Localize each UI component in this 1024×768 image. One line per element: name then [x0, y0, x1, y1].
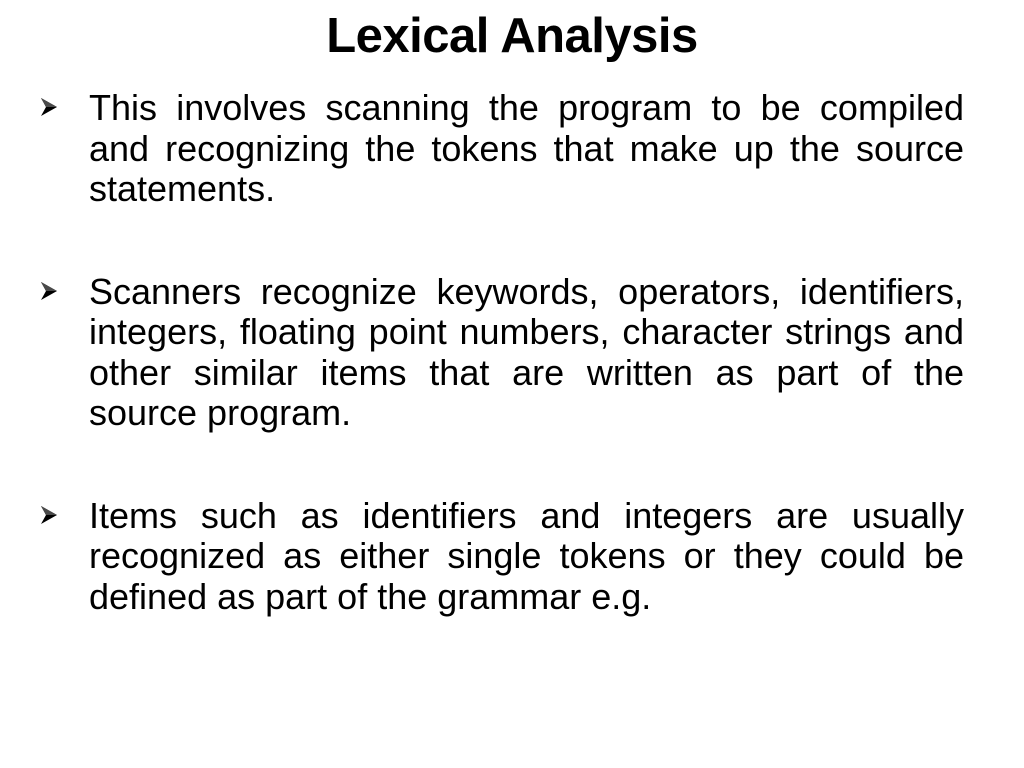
bullet-text: Items such as identifiers and integers are usually recognized as either single tokens or they could be defined as part of the grammar e.g.: [89, 494, 964, 617]
bullet-item: [38, 496, 964, 618]
slide-title: Lexical Analysis: [326, 9, 698, 63]
arrowhead-bullet-icon: [38, 279, 60, 303]
bullet-list: [38, 88, 964, 617]
bullet-text: This involves scanning the program to be compiled and recognizing the tokens that make up the source statements.: [89, 87, 964, 209]
bullet-text: Scanners recognize keywords, operators, identifiers, integers, floating point numbers, character strings and other similar items that are written as part of the source program.: [89, 270, 964, 433]
bullet-item: [38, 272, 964, 434]
arrowhead-bullet-icon: [38, 95, 60, 119]
arrowhead-bullet-icon: [38, 503, 60, 527]
bullet-item: [38, 88, 964, 210]
